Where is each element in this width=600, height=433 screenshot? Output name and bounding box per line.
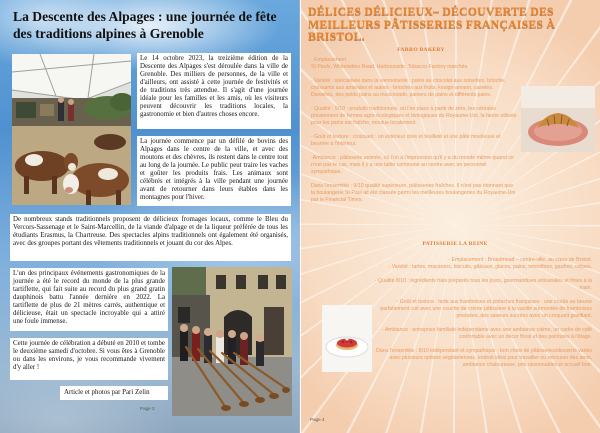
reine-overall: Dans l'ensemble : 8/10 indépendant et sympathique - bon choix de pâtisseries/desserts variés avec plusieurs options végétariennes, endroit idéal pour travailler ou retrouver des amis, ambiance chaleureuse, prix raisonnables et accueil bon.	[376, 348, 592, 368]
stands-text: De nombreux stands traditionnels proposent de délicieux fromages locaux, comme le Bleu du Vercors-Sassenage et le Saint-Marcellin, de la viande d'alpage et de la liqueur préférée de tous les étudiants Erasmus, la Chartreuse. Des spectacles alpins traditionnels ont également été organisés, avec des groupes portant des vêtements traditionnels et jouant du cor des Alpes.	[13, 216, 288, 247]
article-credit	[60, 386, 168, 400]
parade-text: La journée commence par un défilé de bovins des Alpages dans le centre de la ville, et avec des moutons et des chèvres, ils restent dans le centre tout au long de la journée. Le public peut traire les vaches et goûter les produits frais. Les animaux sont célébrés et intégrés à la ville pendant une journée avant de retourner dans leurs étables dans les montagnes pour l'hiver.	[140, 138, 288, 201]
page-number-right: Page 4	[310, 417, 325, 422]
reine-quality: - Qualité 8/10 : ingrédients frais préparés tous les jours, gourmandises artisanales et finies à la main.	[374, 278, 592, 291]
pastry-article-title: DÉLICES DÉLICIEUX– DÉCOUVERTE DES MEILLEURS PÂTISSERIES FRANÇAISES À BRISTOL.	[308, 4, 556, 44]
farro-location-label: - Emplacement	[311, 57, 346, 63]
parade-paragraph	[137, 136, 291, 206]
farro-bakery-heading: FARRO BAKERY	[397, 47, 445, 53]
intro-paragraph	[137, 53, 291, 129]
tartiflette-paragraph	[10, 268, 168, 331]
raspberry-tart-photo	[322, 305, 372, 372]
pavement	[172, 357, 292, 416]
la-reine-heading: PATISSERIE LA REINE	[422, 241, 488, 247]
croissant-photo	[521, 86, 595, 152]
reine-taste: - Goût et texture : tarte aux framboises et pistaches françaises : une croûte au beurre parfaitement cuit avec une couche de crème pâtissière à la vanille surmontée de framboises pressées, des saveurs sucrées avec un croquant gratifiant.	[380, 299, 592, 319]
window-light	[521, 86, 595, 108]
page-number-left: Page 3	[140, 406, 155, 411]
cattle-fair-photo	[12, 54, 131, 205]
farro-overall: Dans l'ensemble : 9/10 qualité supérieure, pâtisseries fraîches. Il n'est pas étonnant que la boulangerie St Paul ait été classée parmi les meilleures boulangeries du Royaume-Uni par le Financial Times.	[311, 183, 516, 203]
farro-location: St Pauls, Whiteladies Road, Harbourside, Tobacco Factory marchés.	[311, 64, 469, 70]
alphorn-players-photo	[172, 267, 292, 416]
farro-quality: - Qualité : 9/10 : produits traditionnels, où l'on place à partir de zéro, les céréales proviennent de fermes agro-écologiques et biologiques du Royaume-Uni, la farine utilisée pour les pains est fraîche, moulue localement.	[311, 106, 517, 126]
farro-variety: - Variété : spécialisée dans la viennoiserie : pains au chocolat aux noisettes, brioche, croissants aux amandes et autres - brioches aux fruits, kouign-amann, canelés. Danishes, des petits pains au muscovado, paniers de pains et différents pains.	[311, 78, 506, 98]
article-title: La Descente des Alpages : une journée de fête des traditions alpines à Grenoble	[13, 9, 277, 41]
intro-text: Le 14 octobre 2023, la treizième édition de la Descente des Alpages s'est déroulée dans la ville de Grenoble. Des milliers de personnes, de la ville et d'ailleurs, ont assisté à cette journée de festivités et de traditions très attendue. Il s'agit d'une journée idéale pour les familles et les amis, où les visiteurs peuvent découvrir les traditions locales, la gastronomie et bien d'autres choses encore.	[140, 55, 288, 118]
farro-bakery-review	[311, 57, 517, 211]
farro-ambiance: -Ambiance : pâtisserie animée, où l'on a l'impression qu'il y a du monde même quand ce n'est pas le cas, mais il y a une table commune au centre avec un personnel sympathique.	[311, 155, 514, 175]
reine-ambiance: - Ambiance : entreprise familiale indépendante avec une ambiance calme, un cadre de café confortable avec un décor floral et des peintures à l'étage.	[382, 327, 592, 340]
tartiflette-text: L'un des principaux événements gastronomiques de la journée a été le record du monde de la plus grande tartiflette, qui fait suite au record du plus grand gratin dauphinois battu l'année dernière en 2022. La tartiflette de plus de 21 mètres carrés, authentique et délicieuse, était un spectacle incroyable qui a attiré une foule immense.	[13, 270, 165, 325]
reine-variety: - Variété : tartes, macarons, biscuits, gâteaux, glaces, pains, smoothies, gaufres, crêpes.	[388, 264, 592, 270]
stands-paragraph	[10, 214, 291, 261]
celebration-text: Cette journée de célébration a débuté en 2010 et tombe le deuxième samedi d'octobre. Si vous êtes à Grenoble ou dans les environs, je vous recommande vivement d'y aller !	[13, 340, 165, 371]
celebration-paragraph	[10, 338, 168, 380]
la-reine-review	[374, 257, 592, 376]
farro-taste: - Goût et texture : croissant : un extérieur doré et feuilleté et une pâte moelleuse et beurrée à l'intérieur.	[311, 134, 501, 147]
credit-text: Article et photos par Pari Zelin	[64, 389, 150, 396]
right-page	[301, 0, 600, 433]
reine-location: - Emplacement : Broadmead – centre-ville, au cœur de Bristol.	[448, 257, 592, 263]
